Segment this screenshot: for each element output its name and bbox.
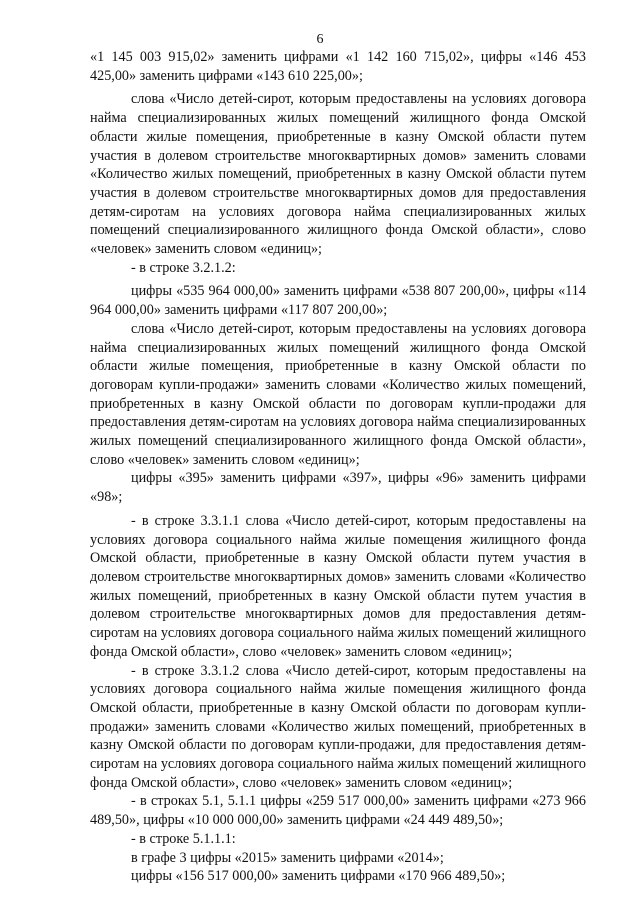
- paragraph: цифры «395» заменить цифрами «397», цифры «96» заменить цифрами «98»;: [90, 470, 586, 506]
- document-body: [90, 48, 586, 886]
- paragraph: - в строке 3.2.1.2:: [131, 259, 236, 276]
- paragraph: слова «Число детей-сирот, которым предоставлены на условиях договора найма специализированных жилых помещений жилищного фонда Омской области жилые помещения, приобретенные в казну Омской области путем участия в долевом строительстве многоквартирных домов» заменить словами «Количество жилых помещений, приобретенных в казну Омской области путем участия в долевом строительстве многоквартирных домов для предоставления детям-сиротам на условиях договора найма специализированных жилых помещений специализированного жилищного фонда Омской области», слово «человек» заменить словом «единиц»;: [90, 91, 586, 258]
- paragraph: - в строке 5.1.1.1:: [131, 830, 236, 847]
- paragraph: цифры «156 517 000,00» заменить цифрами «170 966 489,50»;: [131, 868, 506, 885]
- paragraph: в графе 3 цифры «2015» заменить цифрами «2014»;: [131, 849, 444, 866]
- paragraph: - в строках 5.1, 5.1.1 цифры «259 517 000,00» заменить цифрами «273 966 489,50», цифры «10 000 000,00» заменить цифрами «24 449 489,50»;: [90, 793, 586, 829]
- paragraph: - в строке 3.3.1.1 слова «Число детей-сирот, которым предоставлены на условиях договора социального найма жилые помещения жилищного фонда Омской области, приобретенные в казну Омской области путем участия в долевом строительстве многоквартирных домов» заменить словами «Количество жилых помещений, приобретенных в казну Омской области путем участия в долевом строительстве многоквартирных домов для предоставления детям-сиротам на условиях договора социального найма жилых помещений жилищного фонда Омской области», слово «человек» заменить словом «единиц»;: [90, 512, 586, 660]
- paragraph: слова «Число детей-сирот, которым предоставлены на условиях договора найма специализированных жилых помещений жилищного фонда Омской области жилые помещения, приобретенные в казну Омской области по договорам купли-продажи» заменить словами «Количество жилых помещений, приобретенных в казну Омской области по договорам купли-продажи для предоставления детям-сиротам на условиях договора найма специализированных жилых помещений специализированного жилищного фонда Омской области», слово «человек» заменить словом «единиц»;: [90, 320, 586, 468]
- page-number: 6: [316, 32, 324, 47]
- paragraph: - в строке 3.3.1.2 слова «Число детей-сирот, которым предоставлены на условиях договора социального найма жилые помещения жилищного фонда Омской области, приобретенные в казну Омской области по договорам купли-продажи» заменить словами «Количество жилых помещений, приобретенных в казну Омской области по договорам купли-продажи, для предоставления детям-сиротам на условиях договора социального найма жилых помещений жилищного фонда Омской области», слово «человек» заменить словом «единиц»;: [90, 662, 586, 791]
- paragraph: «1 145 003 915,02» заменить цифрами «1 142 160 715,02», цифры «146 453 425,00» заменить цифрами «143 610 225,00»;: [90, 49, 586, 84]
- paragraph: цифры «535 964 000,00» заменить цифрами «538 807 200,00», цифры «114 964 000,00» заменить цифрами «117 807 200,00»;: [90, 283, 586, 319]
